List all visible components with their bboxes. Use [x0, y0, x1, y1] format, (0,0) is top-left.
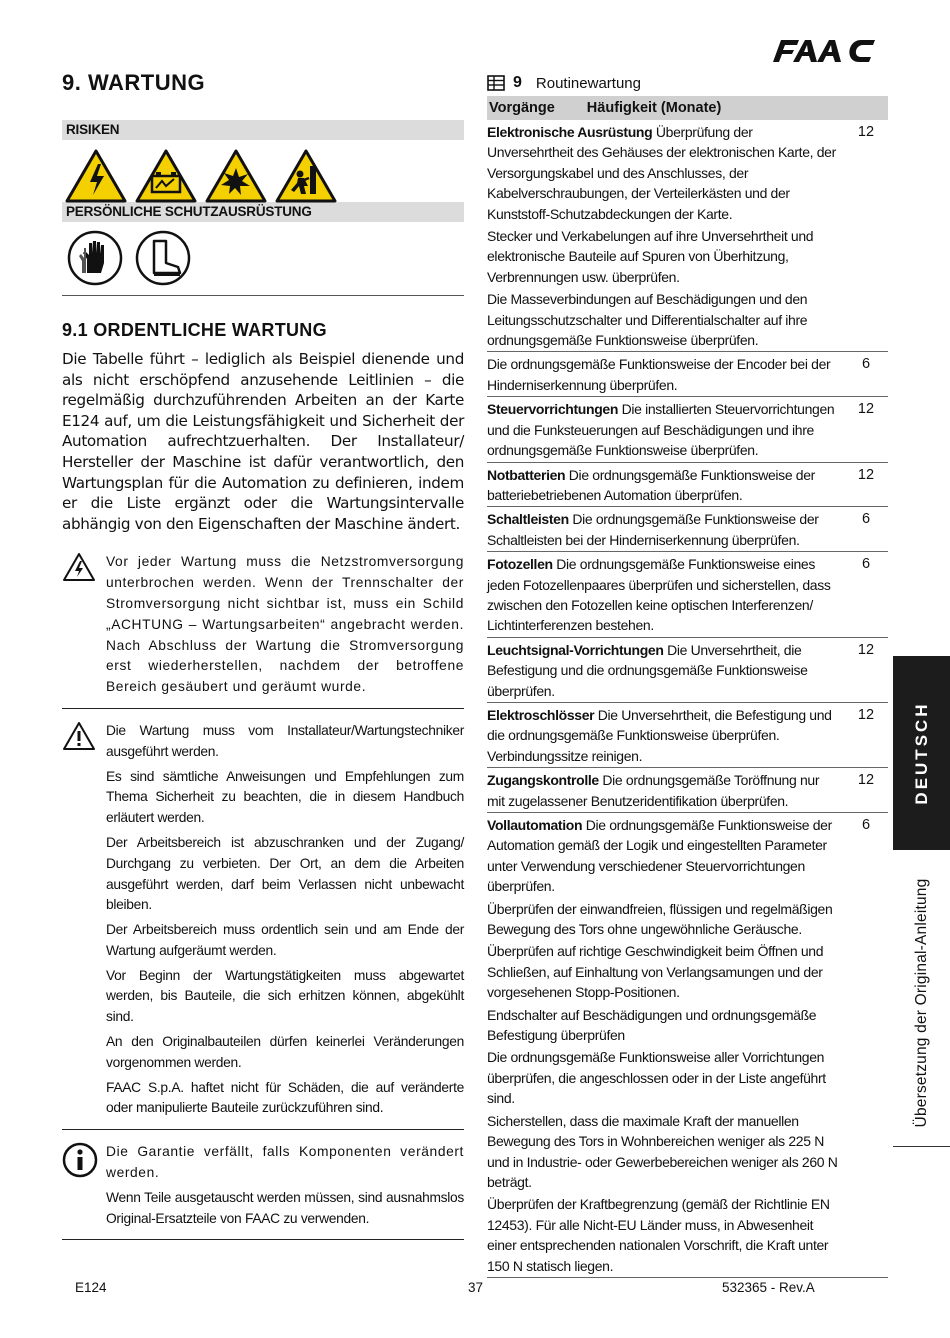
note-text: Vor Beginn der Wartungstätigkeiten muss abgewartet werden, bis Bauteile, die sich erhitzen können, abgekühlt sind. — [106, 967, 464, 1025]
row-text: Überprüfen der Kraftbegrenzung (gemäß der Richtlinie EN 12453). Für alle Nicht-EU Länder muss, in Abwesenheit einer entsprechenden nationalen Vorschrift, die Kraft unter 150 N statisch liegen. — [487, 1196, 830, 1274]
row-description — [487, 770, 844, 811]
table-title: Routinewartung — [535, 74, 641, 92]
row-description — [487, 354, 844, 395]
table-row — [487, 507, 888, 552]
row-title: Notbatterien — [487, 466, 566, 483]
note-text: Die Wartung muss vom Installateur/Wartungstechniker ausgeführt werden. — [106, 722, 464, 759]
row-frequency: 12 — [857, 466, 875, 483]
row-text: Endschalter auf Beschädigungen und ordnungsgemäße Befestigung überprüfen — [487, 1006, 817, 1044]
note-text: An den Originalbauteilen dürfen keinerlei Veränderungen vorgenommen werden. — [106, 1034, 464, 1070]
row-text: Die ordnungsgemäße Funktionsweise eines jeden Fotozellenpaares überprüfen und sicherstellen, dass zwischen den Fotozellen keine optischen Interferenzen/ Lichtinterferenzen bestehen. — [487, 556, 831, 634]
table-number: 9 — [513, 74, 522, 91]
table-icon — [487, 75, 505, 91]
row-title: Leuchtsignal-Vorrichtungen — [487, 641, 664, 658]
row-frequency: 12 — [857, 706, 875, 723]
row-description — [487, 465, 844, 506]
row-description — [487, 509, 844, 550]
info-note — [62, 1142, 464, 1240]
row-title: Elektroschlösser — [487, 706, 595, 723]
row-frequency: 6 — [861, 511, 871, 528]
row-frequency: 6 — [861, 817, 871, 833]
note-text: Vor jeder Wartung muss die Netzstromversorgung unterbrochen werden. Wenn der Trennschalter der Stromversorgung nicht sichtbar ist, muss ein Schild „ACHTUNG – Wartungsarbeiten“ angebracht werden. Nach Abschluss der Wartung die Stromversorgung erst wiederherstellen, nachdem der betroffene Bereich gesäubert und geräumt wurde. — [106, 554, 464, 695]
ppe-label: PERSÖNLICHE SCHUTZAUSRÜSTUNG — [62, 202, 464, 222]
table-row — [487, 552, 888, 638]
risk-icons — [62, 140, 464, 202]
table-row — [487, 120, 888, 352]
language-tab — [893, 656, 950, 850]
table-row — [487, 397, 888, 462]
footer-page-number: 37 — [468, 1280, 484, 1295]
row-description — [487, 640, 844, 701]
col-frequency: Häufigkeit (Monate) — [586, 100, 722, 116]
note-text: Es sind sämtliche Anweisungen und Empfehlungen zum Thema Sicherheit zu beachten, die in diesem Handbuch erläutert werden. — [106, 768, 464, 826]
explosion-hazard-icon — [204, 148, 268, 204]
row-frequency: 12 — [857, 124, 875, 140]
section-title: 9.1 ORDENTLICHE WARTUNG — [62, 320, 327, 340]
row-text: Überprüfen auf richtige Geschwindigkeit beim Öffnen und Schließen, auf Einhaltung von Verlangsamungen und der vorgesehenen Stopp-Positionen. — [487, 943, 824, 1001]
row-frequency: 12 — [857, 641, 875, 658]
translation-note — [893, 862, 950, 1144]
table-row — [487, 813, 888, 1278]
footer-model: E124 — [75, 1280, 107, 1295]
general-warning-note — [62, 721, 464, 1130]
row-description — [487, 815, 844, 1276]
row-text: Die ordnungsgemäße Funktionsweise der Automation gemäß der Logik und eingestellten Parameter unter Verwendung verschiedener Steuervorrichtungen überprüfen. — [487, 817, 832, 895]
table-body — [487, 120, 888, 1278]
table-row — [487, 638, 888, 703]
language-label: DEUTSCH — [911, 701, 931, 805]
row-description — [487, 705, 844, 766]
intro-paragraph: Die Tabelle führt – lediglich als Beispiel dienende und als nicht erschöpfend anzusehende Leitlinien – die regelmäßig durchzuführenden Arbeiten an der Karte E124 auf, um die Leistungsfähigkeit und Sicherheit der Automation aufrechtzuerhalten. Der Installateur/ Hersteller der Maschine ist dafür verantwortlich, den Wartungsplan für die Automation zu definieren, indem er die Liste ergänzt oder die Wartungsintervalle abhängig von den Eigenschaften der Maschine ändert. — [62, 350, 464, 533]
row-frequency: 12 — [857, 401, 875, 418]
translation-text: Übersetzung der Original-Anleitung — [912, 878, 930, 1128]
row-title: Zugangskontrolle — [487, 772, 599, 789]
table-header — [487, 96, 888, 120]
electric-warning-icon — [62, 552, 96, 582]
maintenance-table — [487, 70, 888, 1278]
table-caption — [487, 70, 888, 96]
ppe-icons — [62, 222, 464, 296]
note-text: Die Garantie verfällt, falls Komponenten verändert werden. — [106, 1144, 464, 1181]
table-row — [487, 703, 888, 768]
row-title: Steuervorrichtungen — [487, 401, 619, 418]
info-icon — [62, 1142, 98, 1178]
row-text: Die ordnungsgemäße Funktionsweise aller Vorrichtungen überprüfen, die angeschlossen oder in der Liste angeführt sind. — [487, 1049, 826, 1107]
page-title: 9. WARTUNG — [62, 70, 206, 95]
row-text: Die Masseverbindungen auf Beschädigungen und den Leitungsschutzschalter und Differentialschalter auf ihre ordnungsgemäße Funktionsweise überprüfen. — [487, 291, 808, 349]
note-text: Der Arbeitsbereich ist abzuschranken und der Zugang/ Durchgang zu verbieten. Der Ort, an dem die Arbeiten ausgeführt werden, darf beim Verlassen nicht unbewacht bleiben. — [106, 834, 464, 913]
logo-text: FAAC — [771, 36, 774, 37]
footer-doc-ref: 532365 - Rev.A — [722, 1280, 815, 1295]
row-text: Stecker und Verkabelungen auf ihre Unversehrtheit und elektronische Bauteile auf Spuren von Überhitzung, Verbrennungen usw. überprüfen. — [487, 228, 814, 285]
row-description — [487, 554, 844, 636]
row-frequency: 12 — [857, 772, 875, 789]
row-text: Überprüfen der einwandfreien, flüssigen und regelmäßigen Bewegung des Tors ohne ungewöhnliche Geräusche. — [487, 900, 833, 938]
crush-hazard-icon — [274, 148, 338, 204]
row-title: Elektronische Ausrüstung — [487, 124, 653, 140]
general-warning-icon — [62, 721, 96, 751]
table-row — [487, 768, 888, 813]
row-text: Die ordnungsgemäße Funktionsweise der Encoder bei der Hinderniserkennung überprüfen. — [487, 356, 831, 393]
table-row — [487, 352, 888, 397]
col-operations: Vorgänge — [489, 100, 555, 116]
row-text: Die ordnungsgemäße Funktionsweise der Schaltleisten bei der Hinderniserkennung überprüfen. — [487, 511, 819, 548]
note-text: Der Arbeitsbereich muss ordentlich sein und am Ende der Wartung aufgeräumt werden. — [106, 922, 464, 958]
row-text: Die ordnungsgemäße Funktionsweise der batteriebetriebenen Automation überprüfen. — [487, 466, 815, 503]
row-frequency: 6 — [861, 356, 871, 373]
row-text: Die installierten Steuervorrichtungen und die Funksteuerungen auf Beschädigungen und ihre ordnungsgemäße Funktionsweise überprüfen. — [487, 401, 835, 459]
note-text: Wenn Teile ausgetauscht werden müssen, sind ausnahmslos Original-Ersatzteile von FAAC zu verwenden. — [106, 1189, 464, 1226]
row-text: Die Unversehrtheit, die Befestigung und die ordnungsgemäße Funktionsweise überprüfen. — [487, 641, 808, 699]
row-frequency: 6 — [861, 556, 871, 573]
row-description — [487, 122, 844, 350]
safety-shoes-icon — [134, 229, 192, 287]
gloves-icon — [66, 229, 124, 287]
row-text: Die Unversehrtheit, die Befestigung und die ordnungsgemäße Funktionsweise überprüfen. Verbindungssitze reinigen. — [487, 706, 832, 764]
row-description — [487, 399, 844, 460]
row-title: Schaltleisten — [487, 511, 569, 528]
left-column — [62, 70, 464, 1240]
table-row — [487, 463, 888, 508]
electric-hazard-icon — [64, 148, 128, 204]
row-title: Vollautomation — [487, 817, 583, 833]
risks-label: RISIKEN — [62, 120, 464, 140]
row-text: Überprüfung der Unversehrtheit des Gehäuses der elektronischen Karte, der Versorgungskabel und des Anschlusses, der Kabelverschraubungen, der Verteilerkästen und der Kunststoff-Schutzabdeckungen der Karte. — [487, 124, 836, 222]
side-divider — [893, 1146, 950, 1147]
faac-logo — [771, 36, 879, 64]
row-title: Fotozellen — [487, 556, 553, 573]
power-disconnect-note — [62, 552, 464, 709]
row-text: Sicherstellen, dass die maximale Kraft der manuellen Bewegung des Tors in Wohnbereichen weniger als 225 N und in Industrie- oder Gewerbebereichen weniger als 260 N beträgt. — [487, 1112, 838, 1190]
battery-hazard-icon — [134, 148, 198, 204]
row-text: Die ordnungsgemäße Toröffnung nur mit zugelassener Benutzeridentifikation überprüfen. — [487, 772, 820, 809]
note-text: FAAC S.p.A. haftet nicht für Schäden, die auf veränderte oder manipulierte Bauteile zurückzuführen sind. — [106, 1079, 464, 1116]
